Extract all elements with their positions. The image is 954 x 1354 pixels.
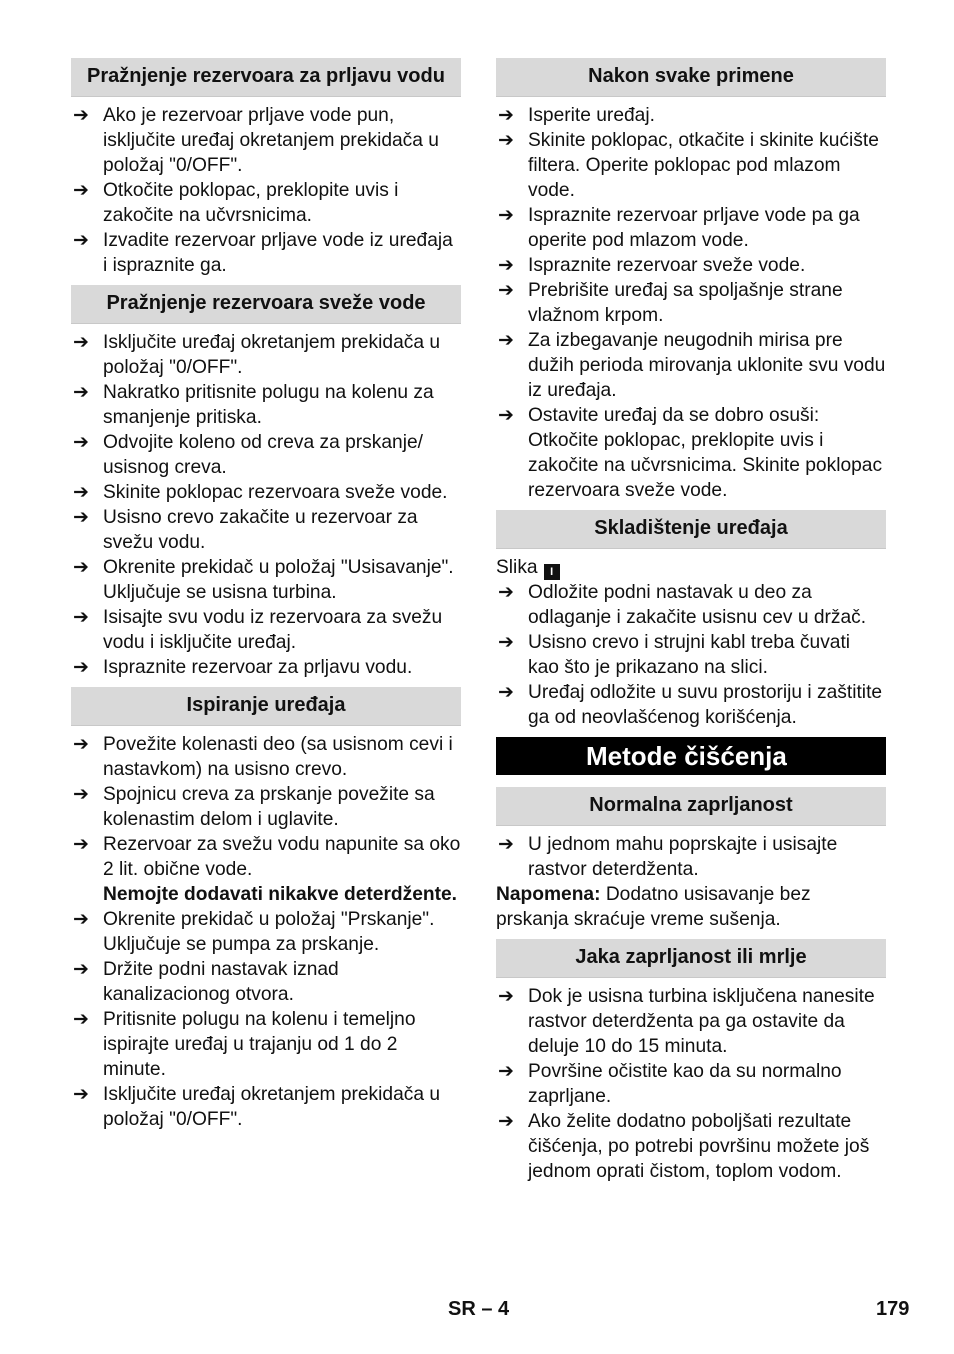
arrow-right-icon: ➔ [73,229,89,251]
figure-label: Slika [496,557,538,578]
list-item [71,103,461,178]
arrow-right-icon: ➔ [73,908,89,930]
list-item [71,655,461,680]
list-item [496,1059,886,1109]
arrow-right-icon: ➔ [498,279,514,301]
list-item [71,480,461,505]
section-heading-fresh-water: Pražnjenje rezervoara sveže vode [71,285,461,324]
list-item-text: Otkočite poklopac, preklopite uvis i zakočite na učvrsnicima. [103,180,399,226]
list-item-text: Uređaj odložite u suvu prostoriju i zaštitite ga od neovlašćenog korišćenja. [528,682,883,728]
normal-soiling-note [496,882,886,932]
arrow-right-icon: ➔ [73,783,89,805]
list-item-text: Isključite uređaj okretanjem prekidača u položaj "0/OFF". [103,1084,441,1130]
arrow-right-icon: ➔ [498,104,514,126]
list-item [71,178,461,228]
list-item [71,832,461,882]
list-item-text: Prebrišite uređaj sa spoljašnje strane vlažnom krpom. [528,280,843,326]
main-heading: Metode čišćenja [496,737,886,775]
list-item [71,330,461,380]
list-item-text: Nakratko pritisnite polugu na kolenu za smanjenje pritiska. [103,382,434,428]
list-item-text: Ispraznite rezervoar za prljavu vodu. [103,657,413,678]
normal-soiling-steps [496,832,886,882]
list-item-text: Povežite kolenasti deo (sa usisnom cevi i nastavkom) na usisno crevo. [103,734,453,780]
arrow-right-icon: ➔ [73,381,89,403]
fresh-water-steps [71,330,461,680]
list-item-text: Ostavite uređaj da se dobro osuši: Otkočite poklopac, preklopite uvis i zakočite na učvrsnicima. Skinite poklopac rezervoara sveže vode. [528,405,883,501]
list-item [496,1109,886,1184]
list-item-text: Isisajte svu vodu iz rezervoara za svežu vodu i isključite uređaj. [103,607,443,653]
arrow-right-icon: ➔ [498,985,514,1007]
note-text: Dodatno usisavanje bez prskanja skraćuje vreme sušenja. [496,884,811,930]
arrow-right-icon: ➔ [73,958,89,980]
list-item-text: Površine očistite kao da su normalno zaprljane. [528,1061,842,1107]
arrow-right-icon: ➔ [498,254,514,276]
list-item [496,128,886,203]
list-item-text: Odložite podni nastavak u deo za odlaganje i zakačite usisnu cev u držač. [528,582,867,628]
section-heading-rinsing: Ispiranje uređaja [71,687,461,726]
list-item [496,328,886,403]
list-item [496,680,886,730]
list-item-text: Skinite poklopac rezervoara sveže vode. [103,482,448,503]
list-item-text: Spojnicu creva za prskanje povežite sa kolenastim delom i uglavite. [103,784,435,830]
list-item [71,1082,461,1132]
section-heading-heavy-soiling: Jaka zaprljanost ili mrlje [496,939,886,978]
list-item-text: U jednom mahu poprskajte i usisajte rastvor deterdženta. [528,834,838,880]
list-item-text: Odvojite koleno od creva za prskanje/ usisnog creva. [103,432,423,478]
arrow-right-icon: ➔ [498,129,514,151]
arrow-right-icon: ➔ [498,204,514,226]
page-number: 179 [876,1298,910,1320]
arrow-right-icon: ➔ [73,606,89,628]
list-item-text: Rezervoar za svežu vodu napunite sa oko 2 lit. obične vode. [103,834,461,880]
arrow-right-icon: ➔ [498,833,514,855]
rinsing-steps-a [71,732,461,882]
heavy-soiling-steps [496,984,886,1184]
arrow-right-icon: ➔ [73,331,89,353]
list-item-text: Ispraznite rezervoar prljave vode pa ga operite pod mlazom vode. [528,205,860,251]
after-use-steps [496,103,886,503]
arrow-right-icon: ➔ [498,631,514,653]
section-heading-after-use: Nakon svake primene [496,58,886,97]
list-item-text: Usisno crevo zakačite u rezervoar za svežu vodu. [103,507,418,553]
rinsing-steps-b [71,907,461,1132]
arrow-right-icon: ➔ [498,681,514,703]
list-item [496,630,886,680]
list-item-text: Skinite poklopac, otkačite i skinite kućište filtera. Operite poklopac pod mlazom vode. [528,130,879,201]
arrow-right-icon: ➔ [73,481,89,503]
rinsing-note: Nemojte dodavati nikakve deterdžente. [103,884,458,905]
note-label: Napomena: [496,884,601,905]
arrow-right-icon: ➔ [73,104,89,126]
list-item-text: Ako želite dodatno poboljšati rezultate čišćenja, po potrebi površinu možete još jednom oprati čistom, toplom vodom. [528,1111,870,1182]
arrow-right-icon: ➔ [73,556,89,578]
arrow-right-icon: ➔ [498,329,514,351]
list-item [71,1007,461,1082]
list-item [496,984,886,1059]
list-item-text: Ispraznite rezervoar sveže vode. [528,255,806,276]
list-item-text: Ako je rezervoar prljave vode pun, isključite uređaj okretanjem prekidača u položaj "0/OFF". [103,105,439,176]
list-item-text: Izvadite rezervoar prljave vode iz uređaja i ispraznite ga. [103,230,453,276]
figure-number-icon: I [544,564,560,580]
arrow-right-icon: ➔ [73,179,89,201]
list-item [71,605,461,655]
section-heading-storage: Skladištenje uređaja [496,510,886,549]
list-item [71,782,461,832]
list-item [71,380,461,430]
arrow-right-icon: ➔ [73,506,89,528]
list-item [496,278,886,328]
arrow-right-icon: ➔ [498,404,514,426]
arrow-right-icon: ➔ [73,1008,89,1030]
footer-section-label: SR – 4 [448,1298,510,1320]
list-item [496,403,886,503]
list-item [71,555,461,605]
arrow-right-icon: ➔ [73,431,89,453]
arrow-right-icon: ➔ [73,656,89,678]
section-heading-normal-soiling: Normalna zaprljanost [496,787,886,826]
figure-reference [496,555,886,580]
list-item [71,907,461,957]
list-item [71,732,461,782]
list-item-text: Isključite uređaj okretanjem prekidača u položaj "0/OFF". [103,332,441,378]
arrow-right-icon: ➔ [498,581,514,603]
list-item [496,203,886,253]
left-column [71,58,461,1139]
section-heading-dirty-water: Pražnjenje rezervoara za prljavu vodu [71,58,461,97]
list-item [71,505,461,555]
arrow-right-icon: ➔ [73,833,89,855]
list-item-text: Pritisnite polugu na kolenu i temeljno ispirajte uređaj u trajanju od 1 do 2 minute. [103,1009,416,1080]
list-item-text: Dok je usisna turbina isključena nanesite rastvor deterdženta pa ga ostavite da deluje 10 do 15 minuta. [528,986,875,1057]
right-column [496,58,886,1191]
list-item-text: Držite podni nastavak iznad kanalizacionog otvora. [103,959,339,1005]
storage-steps [496,580,886,730]
list-item-text: Okrenite prekidač u položaj "Prskanje". Uključuje se pumpa za prskanje. [103,909,435,955]
list-item-text: Okrenite prekidač u položaj "Usisavanje". Uključuje se usisna turbina. [103,557,454,603]
list-item [496,103,886,128]
list-item-text: Za izbegavanje neugodnih mirisa pre dužih perioda mirovanja uklonite svu vodu iz uređaja. [528,330,886,401]
list-item [496,832,886,882]
list-item [71,430,461,480]
arrow-right-icon: ➔ [73,733,89,755]
dirty-water-steps [71,103,461,278]
arrow-right-icon: ➔ [73,1083,89,1105]
list-item-text: Isperite uređaj. [528,105,655,126]
arrow-right-icon: ➔ [498,1060,514,1082]
list-item [496,253,886,278]
arrow-right-icon: ➔ [498,1110,514,1132]
list-item-text: Usisno crevo i strujni kabl treba čuvati kao što je prikazano na slici. [528,632,851,678]
list-item [71,957,461,1007]
list-item [496,580,886,630]
list-item [71,228,461,278]
